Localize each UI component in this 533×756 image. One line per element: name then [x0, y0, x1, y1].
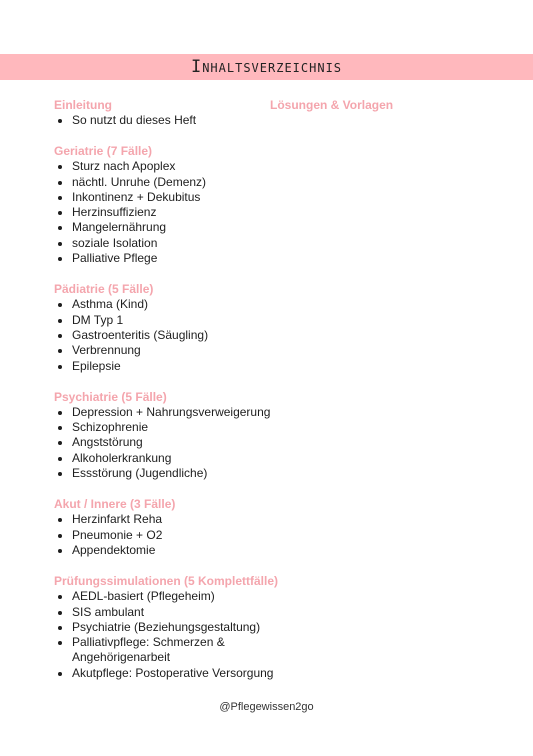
list-item — [54, 328, 294, 343]
list-item-text: nächtl. Unruhe (Demenz) — [72, 174, 207, 189]
section-list — [54, 159, 294, 266]
list-item-text: Herzinsuffizienz — [72, 205, 157, 220]
list-item — [54, 159, 294, 174]
section-heading: Psychiatrie (5 Fälle) — [54, 389, 167, 404]
list-item-text: Gastroenteritis (Säugling) — [72, 327, 209, 342]
list-item-text: Angststörung — [72, 435, 143, 450]
list-item-text: Pneumonie + O2 — [72, 527, 163, 542]
list-item — [54, 466, 294, 481]
bullet-icon — [58, 211, 62, 215]
list-item — [54, 420, 294, 435]
toc-section — [54, 574, 294, 681]
section-heading: Akut / Innere (3 Fälle) — [54, 497, 176, 512]
bullet-icon — [58, 518, 62, 522]
list-item-text: Inkontinenz + Dekubitus — [72, 189, 201, 204]
list-item-text: So nutzt du dieses Heft — [72, 113, 197, 127]
right-heading: Lösungen & Vorlagen — [270, 98, 394, 112]
list-item-text: Palliative Pflege — [72, 251, 158, 266]
bullet-icon — [58, 595, 62, 599]
section-heading: Prüfungssimulationen (5 Komplettfälle) — [54, 574, 279, 589]
bullet-icon — [58, 257, 62, 261]
list-item-text: Appendektomie — [72, 542, 156, 557]
bullet-icon — [58, 181, 62, 185]
list-item-text: Epilepsie — [72, 358, 121, 373]
section-list — [54, 512, 294, 558]
section-list — [54, 297, 294, 373]
list-item-text: Sturz nach Apoplex — [72, 159, 176, 174]
bullet-icon — [58, 334, 62, 338]
bullet-icon — [58, 196, 62, 200]
list-item — [54, 528, 294, 543]
list-item — [54, 313, 294, 328]
list-item-text: AEDL-basiert (Pflegeheim) — [72, 589, 215, 604]
toc-section — [54, 144, 294, 266]
bullet-icon — [58, 165, 62, 169]
list-item — [54, 620, 294, 635]
bullet-icon — [58, 472, 62, 476]
list-item — [54, 175, 294, 190]
list-item — [54, 113, 294, 128]
section-list — [54, 405, 294, 481]
bullet-icon — [58, 441, 62, 445]
list-item — [54, 343, 294, 358]
bullet-icon — [58, 319, 62, 323]
section-heading: Einleitung — [54, 98, 112, 112]
list-item — [54, 297, 294, 312]
list-item-text: Essstörung (Jugendliche) — [72, 466, 208, 481]
toc-section — [54, 282, 294, 373]
bullet-icon — [58, 641, 62, 645]
bullet-icon — [58, 457, 62, 461]
bullet-icon — [58, 365, 62, 369]
bullet-icon — [58, 426, 62, 430]
list-item-text: Akutpflege: Postoperative Versorgung — [72, 665, 274, 680]
list-item — [54, 451, 294, 466]
toc-section — [54, 98, 294, 128]
section-list — [54, 589, 294, 681]
right-column — [270, 98, 393, 113]
list-item-text: Psychiatrie (Beziehungsgestaltung) — [72, 619, 261, 634]
list-item — [54, 251, 294, 266]
list-item-text: Asthma (Kind) — [72, 297, 149, 312]
bullet-icon — [58, 303, 62, 307]
bullet-icon — [58, 411, 62, 415]
list-item — [54, 666, 294, 681]
bullet-icon — [58, 672, 62, 676]
bullet-icon — [58, 534, 62, 538]
list-item-text: Palliativpflege: Schmerzen & Angehörigenarbeit — [72, 635, 225, 665]
page-title: Inhaltsverzeichnis — [190, 57, 343, 77]
bullet-icon — [58, 626, 62, 630]
list-item — [54, 205, 294, 220]
title-band — [0, 54, 533, 80]
section-heading: Pädiatrie (5 Fälle) — [54, 282, 154, 297]
list-item — [54, 589, 294, 604]
list-item-text: soziale Isolation — [72, 235, 158, 250]
list-item-text: DM Typ 1 — [72, 312, 124, 327]
list-item-text: Mangelernährung — [72, 220, 167, 235]
list-item — [54, 605, 294, 620]
list-item — [54, 190, 294, 205]
bullet-icon — [58, 611, 62, 615]
list-item-text: Alkoholerkrankung — [72, 450, 172, 465]
list-item — [54, 359, 294, 374]
list-item-text: Depression + Nahrungsverweigerung — [72, 404, 271, 419]
footer-handle: @Pflegewissen2go — [219, 701, 314, 713]
section-list — [54, 113, 294, 128]
toc-section — [54, 497, 294, 558]
bullet-icon — [58, 549, 62, 553]
toc-section — [54, 390, 294, 481]
bullet-icon — [58, 119, 62, 123]
section-heading: Geriatrie (7 Fälle) — [54, 144, 153, 159]
list-item — [54, 405, 294, 420]
list-item — [54, 435, 294, 450]
table-of-contents — [54, 98, 294, 697]
list-item — [54, 512, 294, 527]
list-item-text: Verbrennung — [72, 343, 141, 358]
list-item-text: SIS ambulant — [72, 604, 145, 619]
list-item — [54, 635, 294, 666]
bullet-icon — [58, 242, 62, 246]
list-item-text: Herzinfarkt Reha — [72, 512, 163, 527]
list-item — [54, 220, 294, 235]
bullet-icon — [58, 226, 62, 230]
list-item — [54, 543, 294, 558]
list-item — [54, 236, 294, 251]
list-item-text: Schizophrenie — [72, 420, 149, 435]
bullet-icon — [58, 349, 62, 353]
